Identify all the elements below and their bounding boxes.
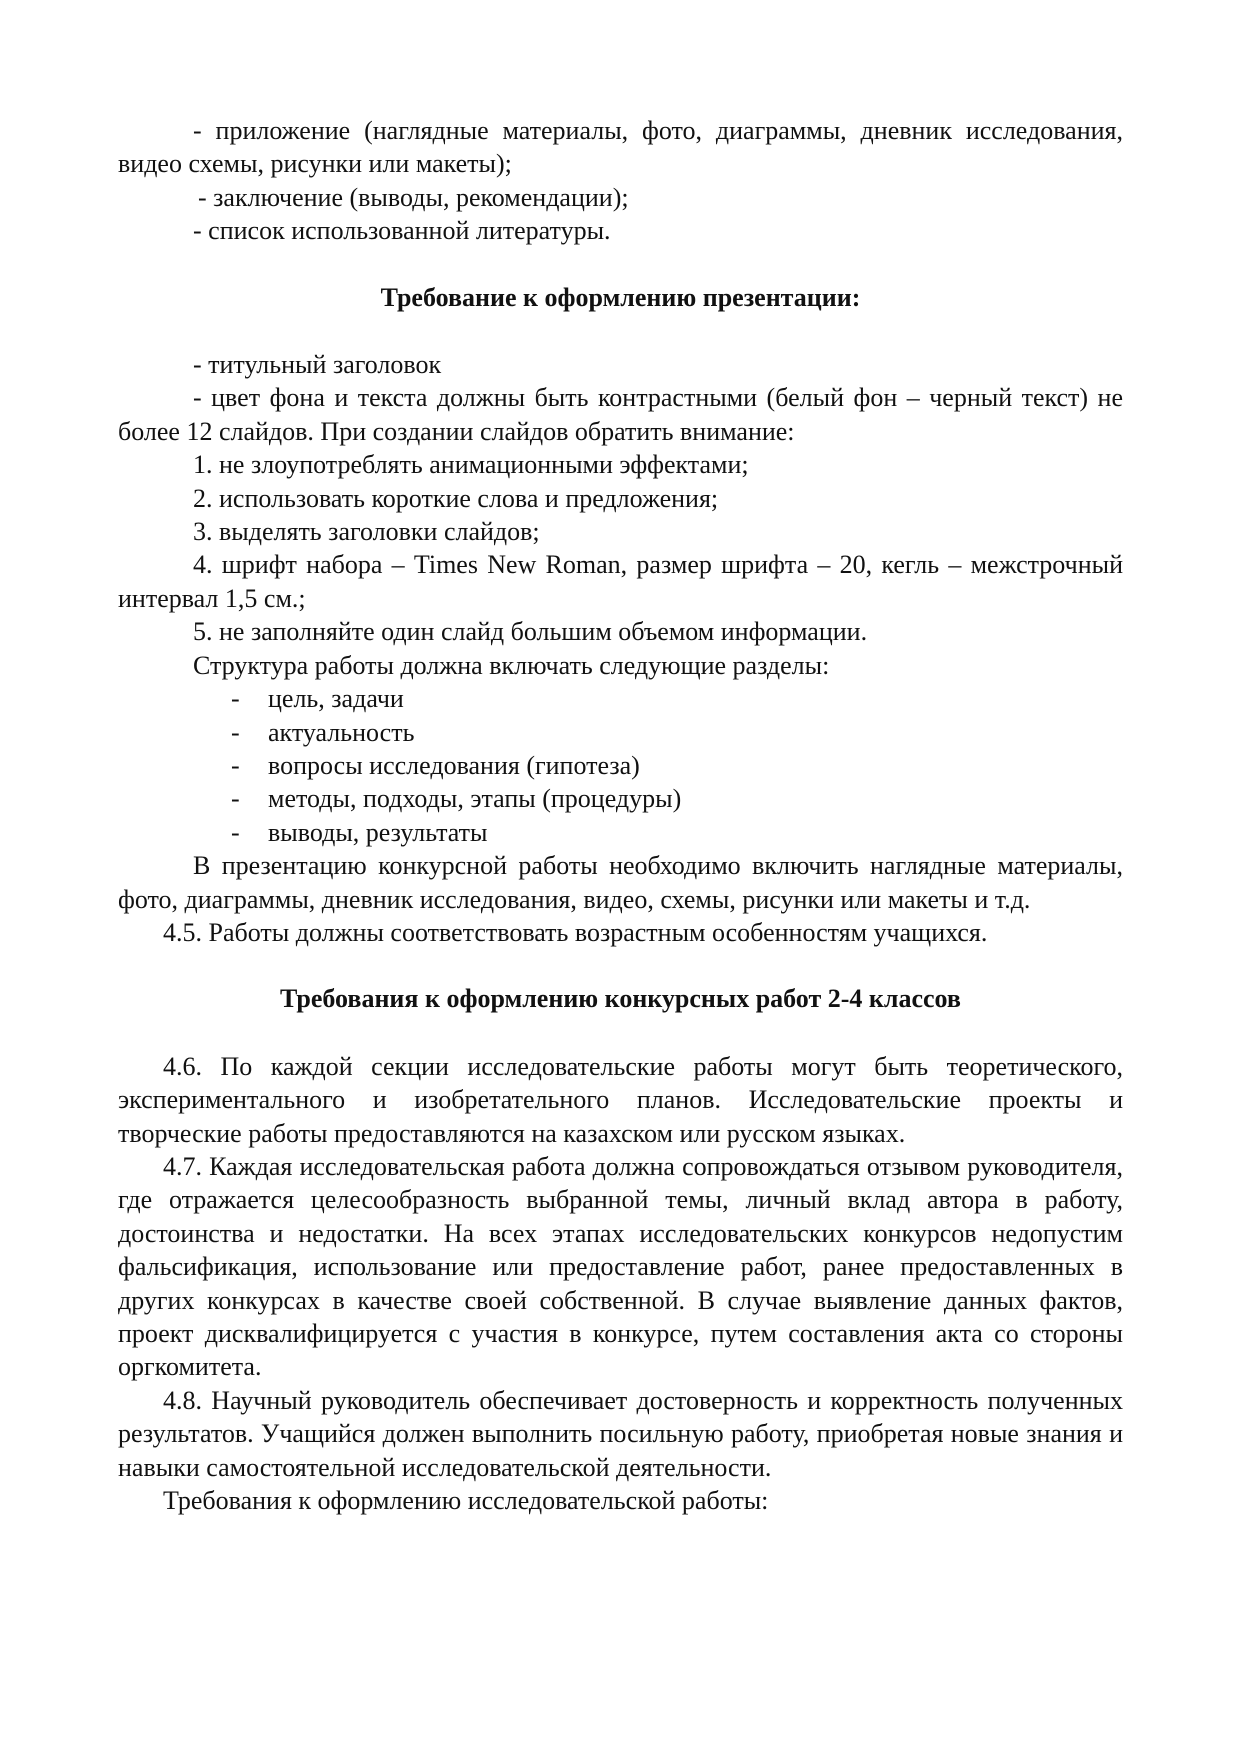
list-item-slide-headings: 3. выделять заголовки слайдов; — [193, 517, 540, 547]
list-dash: - — [231, 717, 240, 747]
list-item-font: 4. шрифт набора – Times New Roman, размер шрифта – 20, кегль – межстрочный интервал 1,5 см.; — [118, 550, 1123, 613]
paragraph-presentation-materials: В презентацию конкурсной работы необходимо включить наглядные материалы, фото, диаграммы, дневник исследования, видео, схемы, рисунки или макеты и т.д. — [118, 851, 1123, 914]
list-item-short-words: 2. использовать короткие слова и предложения; — [193, 483, 719, 513]
paragraph-4-8: 4.8. Научный руководитель обеспечивает достоверность и корректность полученных результатов. Учащийся должен выполнить посильную работу, приобретая новые знания и навыки самостоятельной исследовательской деятельности. — [118, 1385, 1123, 1482]
paragraph-title-slide: - титульный заголовок — [193, 350, 442, 380]
structure-list-item — [118, 782, 1123, 815]
structure-list — [118, 682, 1123, 849]
structure-list-item-text: актуальность — [268, 717, 415, 747]
paragraph-contrast-colors: - цвет фона и текста должны быть контрастными (белый фон – черный текст) не более 12 слайдов. При создании слайдов обратить внимание: — [118, 383, 1123, 446]
paragraph-4-5: 4.5. Работы должны соответствовать возрастным особенностям учащихся. — [163, 917, 988, 947]
structure-list-item — [118, 682, 1123, 715]
list-item-animation: 1. не злоупотреблять анимационными эффектами; — [193, 450, 749, 480]
structure-list-item — [118, 816, 1123, 849]
list-dash: - — [231, 750, 240, 780]
list-item-slide-volume: 5. не заполняйте один слайд большим объемом информации. — [193, 617, 868, 647]
list-dash: - — [231, 817, 240, 847]
structure-list-item-text: методы, подходы, этапы (процедуры) — [268, 784, 682, 814]
paragraph-4-6: 4.6. По каждой секции исследовательские работы могут быть теоретического, экспериментального и изобретательного планов. Исследовательские проекты и творческие работы предоставляются на казахском или русском языках. — [118, 1051, 1123, 1148]
heading-presentation-requirements: Требование к оформлению презентации: — [380, 282, 861, 312]
paragraph-conclusion: - заключение (выводы, рекомендации); — [198, 182, 629, 212]
list-dash: - — [231, 684, 240, 714]
paragraph-references: - список использованной литературы. — [193, 216, 611, 246]
paragraph-4-7: 4.7. Каждая исследовательская работа должна сопровождаться отзывом руководителя, где отражается целесообразность выбранной темы, личный вклад автора в работу, достоинства и недостатки. На всех этапах исследовательских конкурсов недопустим фальсификация, использование или предоставление работ, ранее предоставленных в других конкурсах в качестве своей собственной. В случае выявление данных фактов, проект дисквалифицируется с участия в конкурсе, путем составления акта со стороны оргкомитета. — [118, 1151, 1123, 1382]
list-dash: - — [231, 784, 240, 814]
structure-list-item — [118, 716, 1123, 749]
paragraph-research-requirements: Требования к оформлению исследовательской работы: — [163, 1486, 769, 1516]
structure-list-item-text: цель, задачи — [268, 684, 404, 714]
structure-list-item-text: вопросы исследования (гипотеза) — [268, 750, 640, 780]
structure-list-item — [118, 749, 1123, 782]
paragraph-structure-intro: Структура работы должна включать следующие разделы: — [193, 650, 830, 680]
structure-list-item-text: выводы, результаты — [268, 817, 488, 847]
heading-grades-requirements: Требования к оформлению конкурсных работ 2-4 классов — [280, 984, 961, 1014]
paragraph-appendix: - приложение (наглядные материалы, фото, диаграммы, дневник исследования, видео схемы, рисунки или макеты); — [118, 116, 1123, 179]
